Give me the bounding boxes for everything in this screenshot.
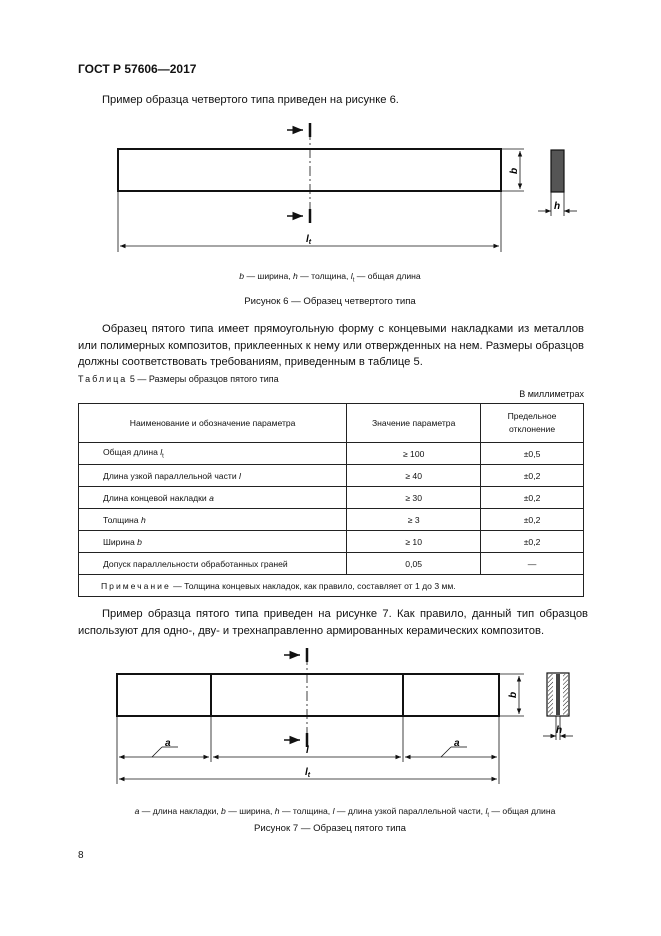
table-cell: ±0,2 (481, 531, 584, 553)
paragraph-type5-description: Образец пятого типа имеет прямоугольную форму с концевыми накладками из металлов или полимерных композитов, приклеенных к нему или отвержденных на нем. Размеры образцов должны соответствовать требованиям, приведенным в таблице 5. (78, 323, 584, 368)
table-row (79, 465, 584, 487)
table-row (79, 553, 584, 575)
table-note-row (79, 575, 584, 597)
table-cell: ≥ 3 (347, 509, 481, 531)
fig6-section-mark-top (287, 123, 310, 137)
table-cell: Допуск параллельности обработанных граней (79, 553, 347, 575)
fig7-label-a-right: a (454, 738, 460, 749)
table-note: Примечание — Толщина концевых накладок, как правило, составляет от 1 до 3 мм. (79, 575, 584, 597)
table-5 (78, 403, 584, 597)
fig6-section-mark-bottom (287, 209, 310, 223)
figure-6-title: Рисунок 6 — Образец четвертого типа (244, 296, 416, 307)
page-number: 8 (78, 850, 84, 861)
fig7-section-mark-top (284, 648, 307, 662)
table-cell: ±0,2 (481, 509, 584, 531)
table-cell: 0,05 (347, 553, 481, 575)
table-cell: Длина концевой накладки a (79, 487, 347, 509)
table-header-row (79, 404, 584, 443)
table-header-deviation: Предельное отклонение (481, 404, 584, 443)
table-cell: ±0,2 (481, 465, 584, 487)
fig7-label-a-left: a (165, 738, 171, 749)
table-row (79, 531, 584, 553)
table-5-caption: Таблица 5 — Размеры образцов пятого типа (78, 374, 279, 384)
fig7-label-lt: $l_t$ (305, 767, 311, 779)
table-cell: ±0,5 (481, 443, 584, 465)
table-header-value: Значение параметра (347, 404, 481, 443)
table-row (79, 509, 584, 531)
figure-6-legend: b — ширина, h — толщина, $l_t$ — общая длина (239, 271, 421, 284)
table-header-parameter: Наименование и обозначение параметра (79, 404, 347, 443)
table-row (79, 487, 584, 509)
table-cell: Общая длина $l_t$ (79, 443, 347, 465)
figure-7-legend: a — длина накладки, b — ширина, h — толщина, l — длина узкой параллельной части, $l_t$ — общая длина (134, 806, 556, 819)
document-header: ГОСТ Р 57606—2017 (78, 62, 197, 76)
fig6-specimen-body (118, 149, 501, 191)
table-5-units: В миллиметрах (519, 389, 584, 399)
paragraph-figure7-intro: Пример образца пятого типа приведен на рисунке 7. Как правило, данный тип образцов используют для одно-, дву- и трехнаправленно армированных керамических композитов. (78, 608, 588, 637)
fig6-label-l: $l_t$ (306, 234, 312, 246)
table-cell: ±0,2 (481, 487, 584, 509)
table-cell: ≥ 100 (347, 443, 481, 465)
table-cell: ≥ 10 (347, 531, 481, 553)
fig7-label-h: h (556, 725, 563, 736)
fig7-specimen-body (117, 674, 499, 716)
fig7-label-b: b (508, 691, 519, 698)
table-cell: ≥ 40 (347, 465, 481, 487)
fig6-label-h: h (554, 201, 561, 212)
table-cell: Ширина b (79, 531, 347, 553)
fig6-label-b: b (509, 167, 520, 174)
figure-7-title: Рисунок 7 — Образец пятого типа (253, 823, 406, 834)
fig7-label-l: l (306, 745, 309, 756)
fig7-cross-section (547, 673, 569, 716)
figure-7-drawing (100, 640, 590, 790)
figure-6-drawing (100, 118, 590, 263)
table-cell: Длина узкой параллельной части l (79, 465, 347, 487)
table-cell: ≥ 30 (347, 487, 481, 509)
paragraph-figure6-intro: Пример образца четвертого типа приведен на рисунке 6. (102, 94, 399, 106)
table-cell: Толщина h (79, 509, 347, 531)
fig6-cross-section (551, 150, 564, 192)
fig7-section-mark-bottom (284, 733, 307, 747)
table-cell: — (481, 553, 584, 575)
table-row (79, 443, 584, 465)
